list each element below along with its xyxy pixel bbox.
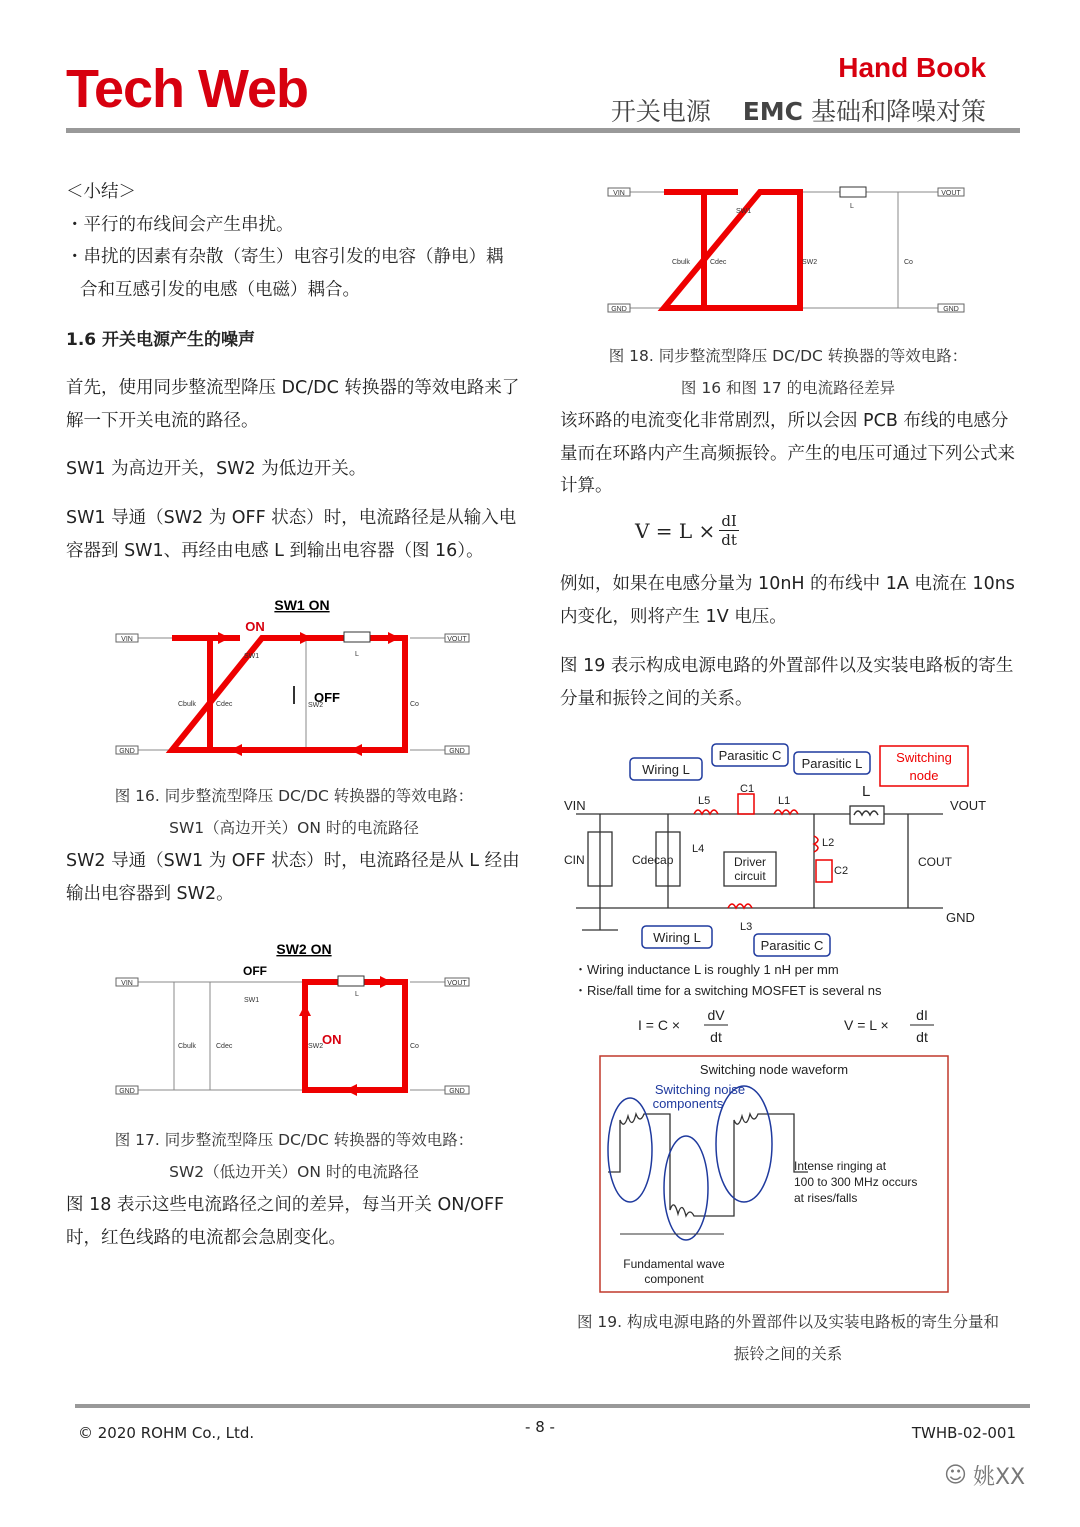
copyright: © 2020 ROHM Co., Ltd. (78, 1424, 255, 1442)
fig17-caption: 图 17. 同步整流型降压 DC/DC 转换器的等效电路： SW2（低边开关）ON 时的电流路径 (114, 1131, 474, 1181)
svg-text:Cdecap: Cdecap (632, 853, 674, 867)
svg-text:Intense ringing at: Intense ringing at (794, 1159, 887, 1173)
svg-text:VOUT: VOUT (447, 636, 467, 643)
svg-text:GND: GND (943, 306, 959, 313)
fig17-title: SW2 ON (276, 941, 332, 957)
fig17-wires (138, 982, 445, 1090)
summary-bullet: ・串扰的因素有杂散（寄生）电容引发的电容（静电）耦 (66, 247, 504, 267)
svg-text:100 to 300 MHz occurs: 100 to 300 MHz occurs (794, 1175, 918, 1189)
fig17-off-label: OFF (243, 964, 267, 978)
svg-text:Driver: Driver (734, 855, 766, 869)
svg-text:Parasitic C: Parasitic C (760, 938, 824, 953)
note-rise-fall: ・Rise/fall time for a switching MOSFET is several ns (574, 983, 882, 998)
parasitic-c-callout: Parasitic C (718, 748, 782, 763)
summary-bullet: ・平行的布线间会产生串扰。 (66, 214, 294, 235)
fig17-arrows (299, 976, 392, 1096)
svg-text:circuit: circuit (734, 869, 766, 883)
svg-text:L2: L2 (822, 837, 835, 849)
svg-text:VIN: VIN (121, 636, 133, 643)
svg-text:VOUT: VOUT (447, 980, 467, 987)
svg-text:COUT: COUT (918, 855, 952, 869)
svg-text:CIN: CIN (564, 853, 585, 867)
svg-text:GND: GND (946, 910, 975, 925)
svg-text:C1: C1 (740, 783, 755, 795)
svg-text:Fundamental wave: Fundamental wave (623, 1257, 725, 1271)
svg-text:V = L ×: V = L × (844, 1017, 889, 1033)
paragraph: 图 18 表示这些电流路径之间的差异，每当开关 ON/OFF 时，红色线路的电流都会急剧变化。 (66, 1195, 505, 1248)
svg-text:SW2: SW2 (802, 259, 818, 266)
formula-vldi: V = L × $\frac{dI}{dt}$ (635, 512, 737, 549)
fig16-arrows (218, 632, 400, 756)
svg-text:Wiring L: Wiring L (653, 930, 701, 945)
svg-text:GND: GND (449, 748, 465, 755)
svg-text:dt: dt (710, 1029, 722, 1045)
svg-text:VIN: VIN (121, 980, 133, 987)
svg-text:SW1: SW1 (244, 997, 260, 1004)
svg-text:dt: dt (916, 1029, 928, 1045)
fig16-circuit (110, 592, 480, 772)
svg-text:dI: dI (916, 1007, 928, 1023)
svg-text:VOUT: VOUT (950, 798, 987, 813)
fig18-circuit (600, 180, 980, 320)
paragraph: 首先，使用同步整流型降压 DC/DC 转换器的等效电路来了解一下开关电流的路径。 (66, 378, 520, 431)
fig16-off-label: OFF (314, 690, 340, 705)
parasitic-l-callout: Parasitic L (801, 756, 863, 771)
header-rule (66, 128, 1020, 133)
svg-text:L: L (862, 783, 871, 800)
section-heading: 1.6 开关电源产生的噪声 (66, 330, 256, 350)
svg-text:Cbulk: Cbulk (178, 701, 196, 708)
svg-text:VIN: VIN (564, 798, 586, 813)
svg-text:SW2: SW2 (308, 1043, 324, 1050)
footer-rule (75, 1404, 1030, 1408)
svg-text:VOUT: VOUT (941, 190, 961, 197)
svg-text:Cdec: Cdec (710, 259, 727, 266)
svg-text:Cdec: Cdec (216, 701, 233, 708)
svg-text:GND: GND (119, 748, 135, 755)
summary-title: ＜小结＞ (66, 182, 136, 202)
paragraph: 图 19 表示构成电源电路的外置部件以及实装电路板的寄生分量和振铃之间的关系。 (560, 656, 1014, 709)
fig18-red-loop (664, 192, 800, 308)
note-wiring-inductance: ・Wiring inductance L is roughly 1 nH per mm (574, 962, 839, 977)
svg-text:SW2: SW2 (308, 702, 324, 709)
handbook-label: Hand Book (838, 52, 986, 83)
svg-text:dV: dV (707, 1007, 725, 1023)
wechat-icon: ☺ (944, 1463, 967, 1488)
svg-text:L1: L1 (778, 795, 791, 807)
svg-text:node: node (909, 768, 939, 783)
svg-text:L5: L5 (698, 795, 711, 807)
svg-text:L: L (355, 991, 359, 998)
watermark: ☺ 姚XX (944, 1463, 1026, 1490)
page-number: - 8 - (525, 1418, 555, 1436)
svg-text:L: L (850, 203, 854, 210)
svg-text:Co: Co (904, 259, 913, 266)
fig17-on-label: ON (322, 1032, 342, 1047)
paragraph: 该环路的电流变化非常剧烈，所以会因 PCB 布线的电感分量而在环路内产生高频振铃。产生的电压可通过下列公式来计算。 (560, 411, 1015, 496)
summary-bullet-cont: 合和互感引发的电感（电磁）耦合。 (80, 279, 360, 300)
switching-node-label: Switching (896, 750, 952, 765)
svg-text:GND: GND (449, 1088, 465, 1095)
svg-text:Cdec: Cdec (216, 1043, 233, 1050)
svg-text:Co: Co (410, 701, 419, 708)
fig17-current-path (305, 982, 405, 1090)
svg-text:at rises/falls: at rises/falls (794, 1191, 858, 1205)
svg-text:components: components (652, 1096, 724, 1111)
fig19-caption: 图 19. 构成电源电路的外置部件以及实装电路板的寄生分量和 振铃之间的关系 (576, 1313, 999, 1363)
fig16-title: SW1 ON (274, 597, 330, 613)
fig19-diagram (558, 740, 988, 1300)
techweb-logo: Tech Web (66, 59, 309, 119)
svg-text:GND: GND (119, 1088, 135, 1095)
paragraph: SW1 为高边开关，SW2 为低边开关。 (66, 459, 367, 479)
fig16-caption: 图 16. 同步整流型降压 DC/DC 转换器的等效电路： SW1（高边开关）ON 时的电流路径 (114, 787, 474, 837)
svg-text:SW1: SW1 (244, 653, 260, 660)
summary-block (66, 176, 522, 306)
svg-text:Co: Co (410, 1043, 419, 1050)
svg-text:Switching noise: Switching noise (654, 1082, 746, 1097)
paragraph: SW1 导通（SW2 为 OFF 状态）时，电流路径是从输入电容器到 SW1、再经由电感 L 到输出电容器（图 16）。 (66, 508, 517, 561)
svg-text:Cbulk: Cbulk (178, 1043, 196, 1050)
fig16-current-path (172, 638, 405, 750)
paragraph: SW2 导通（SW1 为 OFF 状态）时，电流路径是从 L 经由输出电容器到 SW2。 (66, 851, 520, 904)
svg-text:VIN: VIN (613, 190, 625, 197)
fig18-caption: 图 18. 同步整流型降压 DC/DC 转换器的等效电路： 图 16 和图 17 的电流路径差异 (608, 347, 968, 397)
svg-text:C2: C2 (834, 865, 849, 877)
svg-text:SW1: SW1 (736, 208, 752, 215)
wiring-l-callout: Wiring L (642, 762, 690, 777)
svg-text:GND: GND (611, 306, 627, 313)
svg-text:Switching node waveform: Switching node waveform (699, 1062, 849, 1077)
paragraph: 例如，如果在电感分量为 10nH 的布线中 1A 电流在 10ns 内变化，则将产生 1V 电压。 (560, 574, 1015, 627)
svg-text:L: L (355, 651, 359, 658)
svg-text:L3: L3 (740, 921, 753, 933)
svg-text:Cbulk: Cbulk (672, 259, 690, 266)
doc-subtitle: 开关电源 EMC 基础和降噪对策 (610, 97, 986, 126)
doc-number: TWHB-02-001 (911, 1424, 1016, 1442)
fig16-on-label: ON (245, 619, 265, 634)
svg-text:L4: L4 (692, 843, 705, 855)
svg-text:I = C ×: I = C × (638, 1017, 681, 1033)
svg-text:component: component (644, 1272, 704, 1286)
fig17-circuit (110, 936, 480, 1116)
